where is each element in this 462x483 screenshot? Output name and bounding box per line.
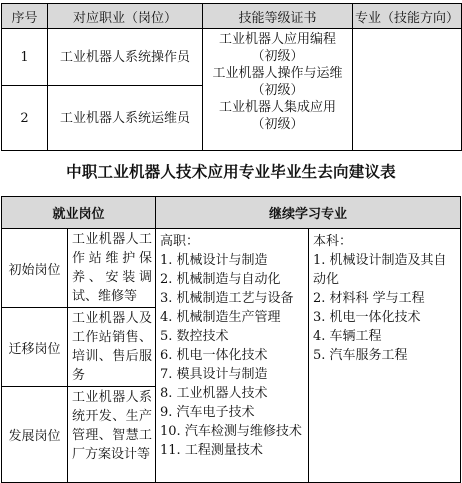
row-job: 工业机器人系统运维员: [48, 86, 203, 151]
major-item: 5. 数控技术: [160, 329, 229, 344]
higher-vocational-title: 高职：: [160, 234, 200, 249]
header-job: 对应职业（岗位）: [48, 4, 203, 29]
major-item: 3. 机械制造工艺与设备: [160, 291, 294, 306]
major-item: 2. 材料科 学与工程: [313, 291, 425, 306]
graduate-destination-table: [1, 196, 461, 483]
header-certificate: 技能等级证书: [203, 4, 353, 29]
higher-vocational-majors: [156, 229, 309, 483]
table-title: 中职工业机器人技术应用专业毕业生去向建议表: [66, 163, 396, 181]
major-item: 6. 机电一体化技术: [160, 348, 268, 363]
undergraduate-majors: [309, 229, 461, 483]
position-label: 初始岗位: [2, 229, 68, 308]
major-item: 7. 模具设计与制造: [160, 367, 268, 382]
certificate-table: [1, 3, 462, 151]
certificate-name: 工业机器人应用编程: [218, 32, 336, 47]
direction-cell: [353, 29, 462, 151]
major-item: 2. 机械制造与自动化: [160, 272, 281, 287]
position-requirements: 工业机器人及工作站销售、培训、售后服务: [68, 308, 156, 387]
certificate-level: （初级）: [251, 117, 304, 132]
header-employment: 就业岗位: [2, 197, 156, 229]
position-requirements: 工业机器人工作站维护保养、安装调试、维修等: [68, 229, 156, 308]
position-requirements: 工业机器人系统开发、生产管理、智慧工厂方案设计等: [68, 387, 156, 483]
header-seq: 序号: [2, 4, 48, 29]
row-number: 1: [2, 29, 48, 86]
major-item: 9. 汽车电子技术: [160, 405, 255, 420]
certificate-name: 工业机器人操作与运维: [212, 66, 343, 81]
certificate-level: （初级）: [251, 83, 304, 98]
major-item: 8. 工业机器人技术: [160, 386, 268, 401]
certificate-cell: [203, 29, 353, 151]
major-item: 4. 车辆工程: [313, 329, 382, 344]
major-item: 10. 汽车检测与维修技术: [160, 424, 302, 439]
certificate-name: 工业机器人集成应用: [218, 100, 336, 115]
major-item: 4. 机械制造生产管理: [160, 310, 281, 325]
header-further-study: 继续学习专业: [156, 197, 461, 229]
row-job: 工业机器人系统操作员: [48, 29, 203, 86]
major-item: 1. 机械设计与制造: [160, 253, 268, 268]
position-label: 迁移岗位: [2, 308, 68, 387]
major-item: 5. 汽车服务工程: [313, 348, 408, 363]
undergraduate-title: 本科：: [313, 234, 353, 249]
position-label: 发展岗位: [2, 387, 68, 483]
header-direction: 专业（技能方向）: [353, 4, 462, 29]
major-item: 1. 机械设计制造及其自动化: [313, 253, 447, 287]
major-item: 3. 机电一体化技术: [313, 310, 421, 325]
certificate-level: （初级）: [251, 49, 304, 64]
row-number: 2: [2, 86, 48, 151]
major-item: 11. 工程测量技术: [160, 443, 263, 458]
